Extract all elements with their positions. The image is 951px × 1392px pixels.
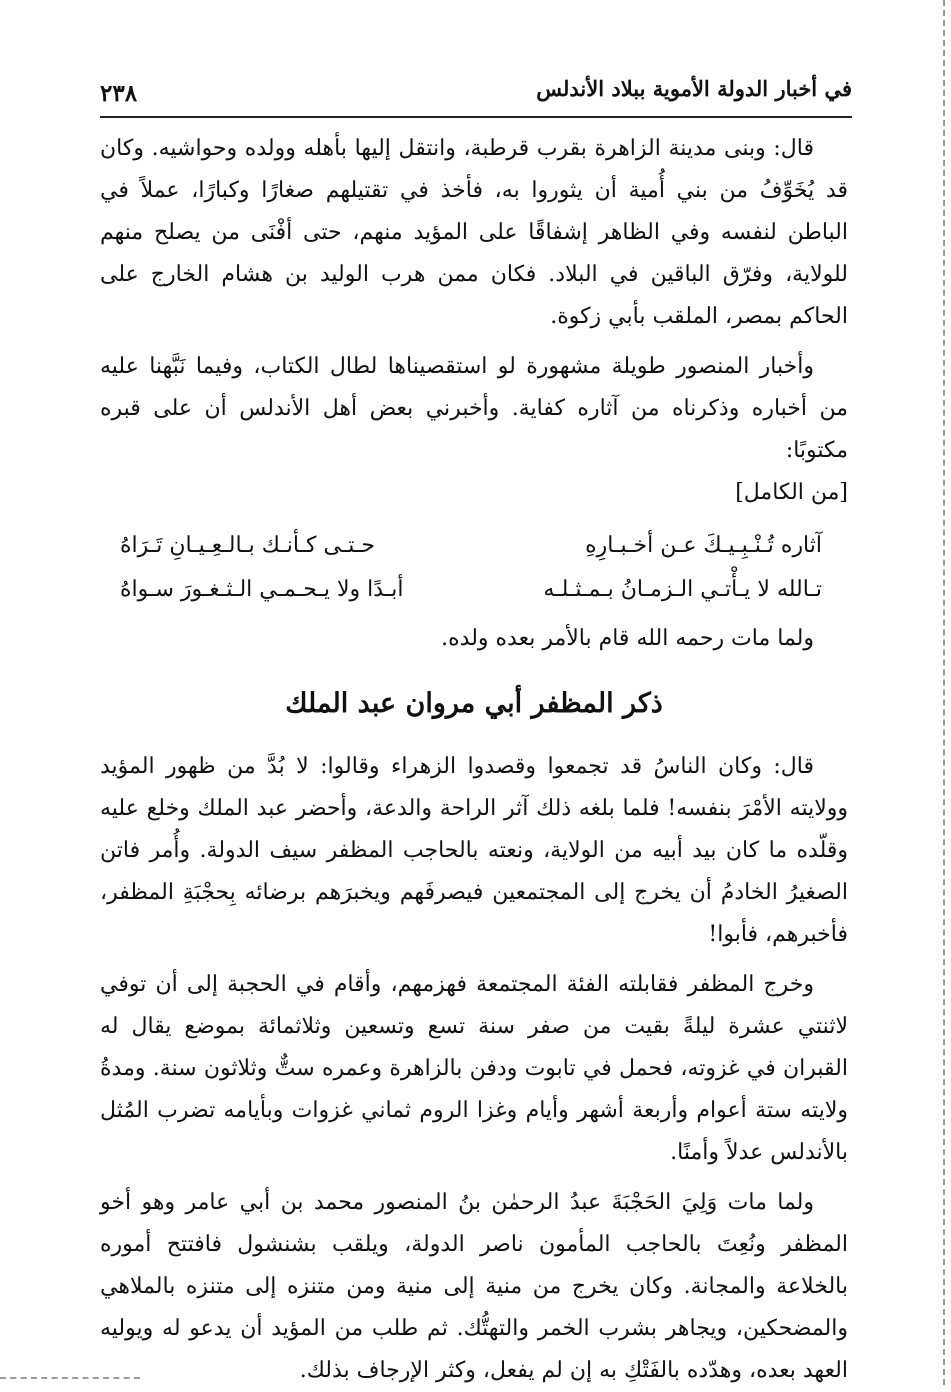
poem-first-hemistich: آثاره تُـنْـبِـيـكَ عـن أخـبـارِهِ — [585, 533, 822, 558]
page-number: ٢٣٨ — [100, 80, 138, 107]
scan-edge-right — [943, 0, 951, 1385]
closing-line: ولما مات رحمه الله قام بالأمر بعده ولده. — [441, 626, 814, 651]
page-body — [100, 128, 848, 1392]
poem-verse — [100, 524, 848, 568]
paragraph-abd-al-rahman: ولما مات وَلِيَ الحَجْبَةَ عبدُ الرحمٰن بنُ المنصور محمد بن أبي عامر وهو أخو المظفر ونُعِتَ بالحاجب المأمون ناصر الدولة، ويلقب بشنشول فافتتح أموره بالخلاعة والمجانة. وكان يخرج من منية إلى منية ومن متنزه إلى متنزه بالملاهي والمضحكين، ويجاهر بشرب الخمر والتهتُّك. ثم طلب من المؤيد أن يدعو له ويوليه العهد بعده، وهدّده بالفَتْكِ به إن لم يفعل، وكثر الإرجاف بذلك. — [100, 1190, 848, 1383]
poem-second-hemistich: حـتـى كـأنـك بـالـعِـيـانِ تَـرَاهُ — [120, 533, 375, 558]
meter-label: [من الكامل] — [735, 480, 848, 505]
paragraph-mansur-news: وأخبار المنصور طويلة مشهورة لو استقصيناها لطال الكتاب، وفيما نَبَّهنا عليه من أخباره وذكرناه من آثاره كفاية. وأخبرني بعض أهل الأندلس أن على قبره مكتوبًا: — [100, 354, 848, 463]
running-header — [100, 64, 852, 118]
poem-verse — [100, 568, 848, 612]
running-title: في أخبار الدولة الأموية ببلاد الأندلس — [536, 76, 852, 101]
paragraph-muzaffar-death: وخرج المظفر فقابلته الفئة المجتمعة فهزمهم، وأقام في الحجبة إلى أن توفي لاثنتي عشرة ليلةً بقيت من صفر سنة تسع وتسعين وثلاثمائة بموضع يقال له القبران في غزوته، فحمل في تابوت ودفن بالزاهرة وعمره ستٌّ وثلاثون سنة. ومدةُ ولايته ستة أعوام وأربعة أشهر وأيام وغزا الروم ثماني غزوات وبأيامه تضرب المُثل بالأندلس عدلاً وأمنًا. — [100, 972, 848, 1165]
poem-second-hemistich: أبـدًا ولا يـحـمـي الـثـغـورَ سـواهُ — [120, 577, 404, 602]
poem — [100, 524, 848, 612]
paragraph-zahira: قال: وبنى مدينة الزاهرة بقرب قرطبة، وانتقل إليها بأهله وولده وحواشيه. وكان قد يُخَوِّفُ من بني أُمية أن يثوروا به، فأخذ في تقتيلهم صغارًا وكبارًا، عملاً في الباطن لنفسه وفي الظاهر إشفاقًا على المؤيد منهم، حتى أفْنَى من يصلح منهم للولاية، وفرّق الباقين في البلاد. فكان ممن هرب الوليد بن هشام الخارج على الحاكم بمصر، الملقب بأبي زكوة. — [100, 136, 848, 329]
paragraph-gathering: قال: وكان الناسُ قد تجمعوا وقصدوا الزهراء وقالوا: لا بُدَّ من ظهور المؤيد وولايته الأمْرَ بنفسه! فلما بلغه ذلك آثر الراحة والدعة، وأحضر عبد الملك وخلع عليه وقلّده ما كان بيد أبيه من الولاية، ونعته بالحاجب المظفر سيف الدولة. وأُمر فاتن الصغيرُ الخادمُ أن يخرج إلى المجتمعين فيصرفَهم ويخبرَهم برضائه بِحجْبَةِ المظفر، فأخبرهم، فأبوا! — [100, 754, 848, 947]
section-heading: ذكر المظفر أبي مروان عبد الملك — [285, 688, 663, 719]
poem-first-hemistich: تـالله لا يـأْتـي الـزمـانُ بـمـثـلـه — [543, 577, 822, 602]
